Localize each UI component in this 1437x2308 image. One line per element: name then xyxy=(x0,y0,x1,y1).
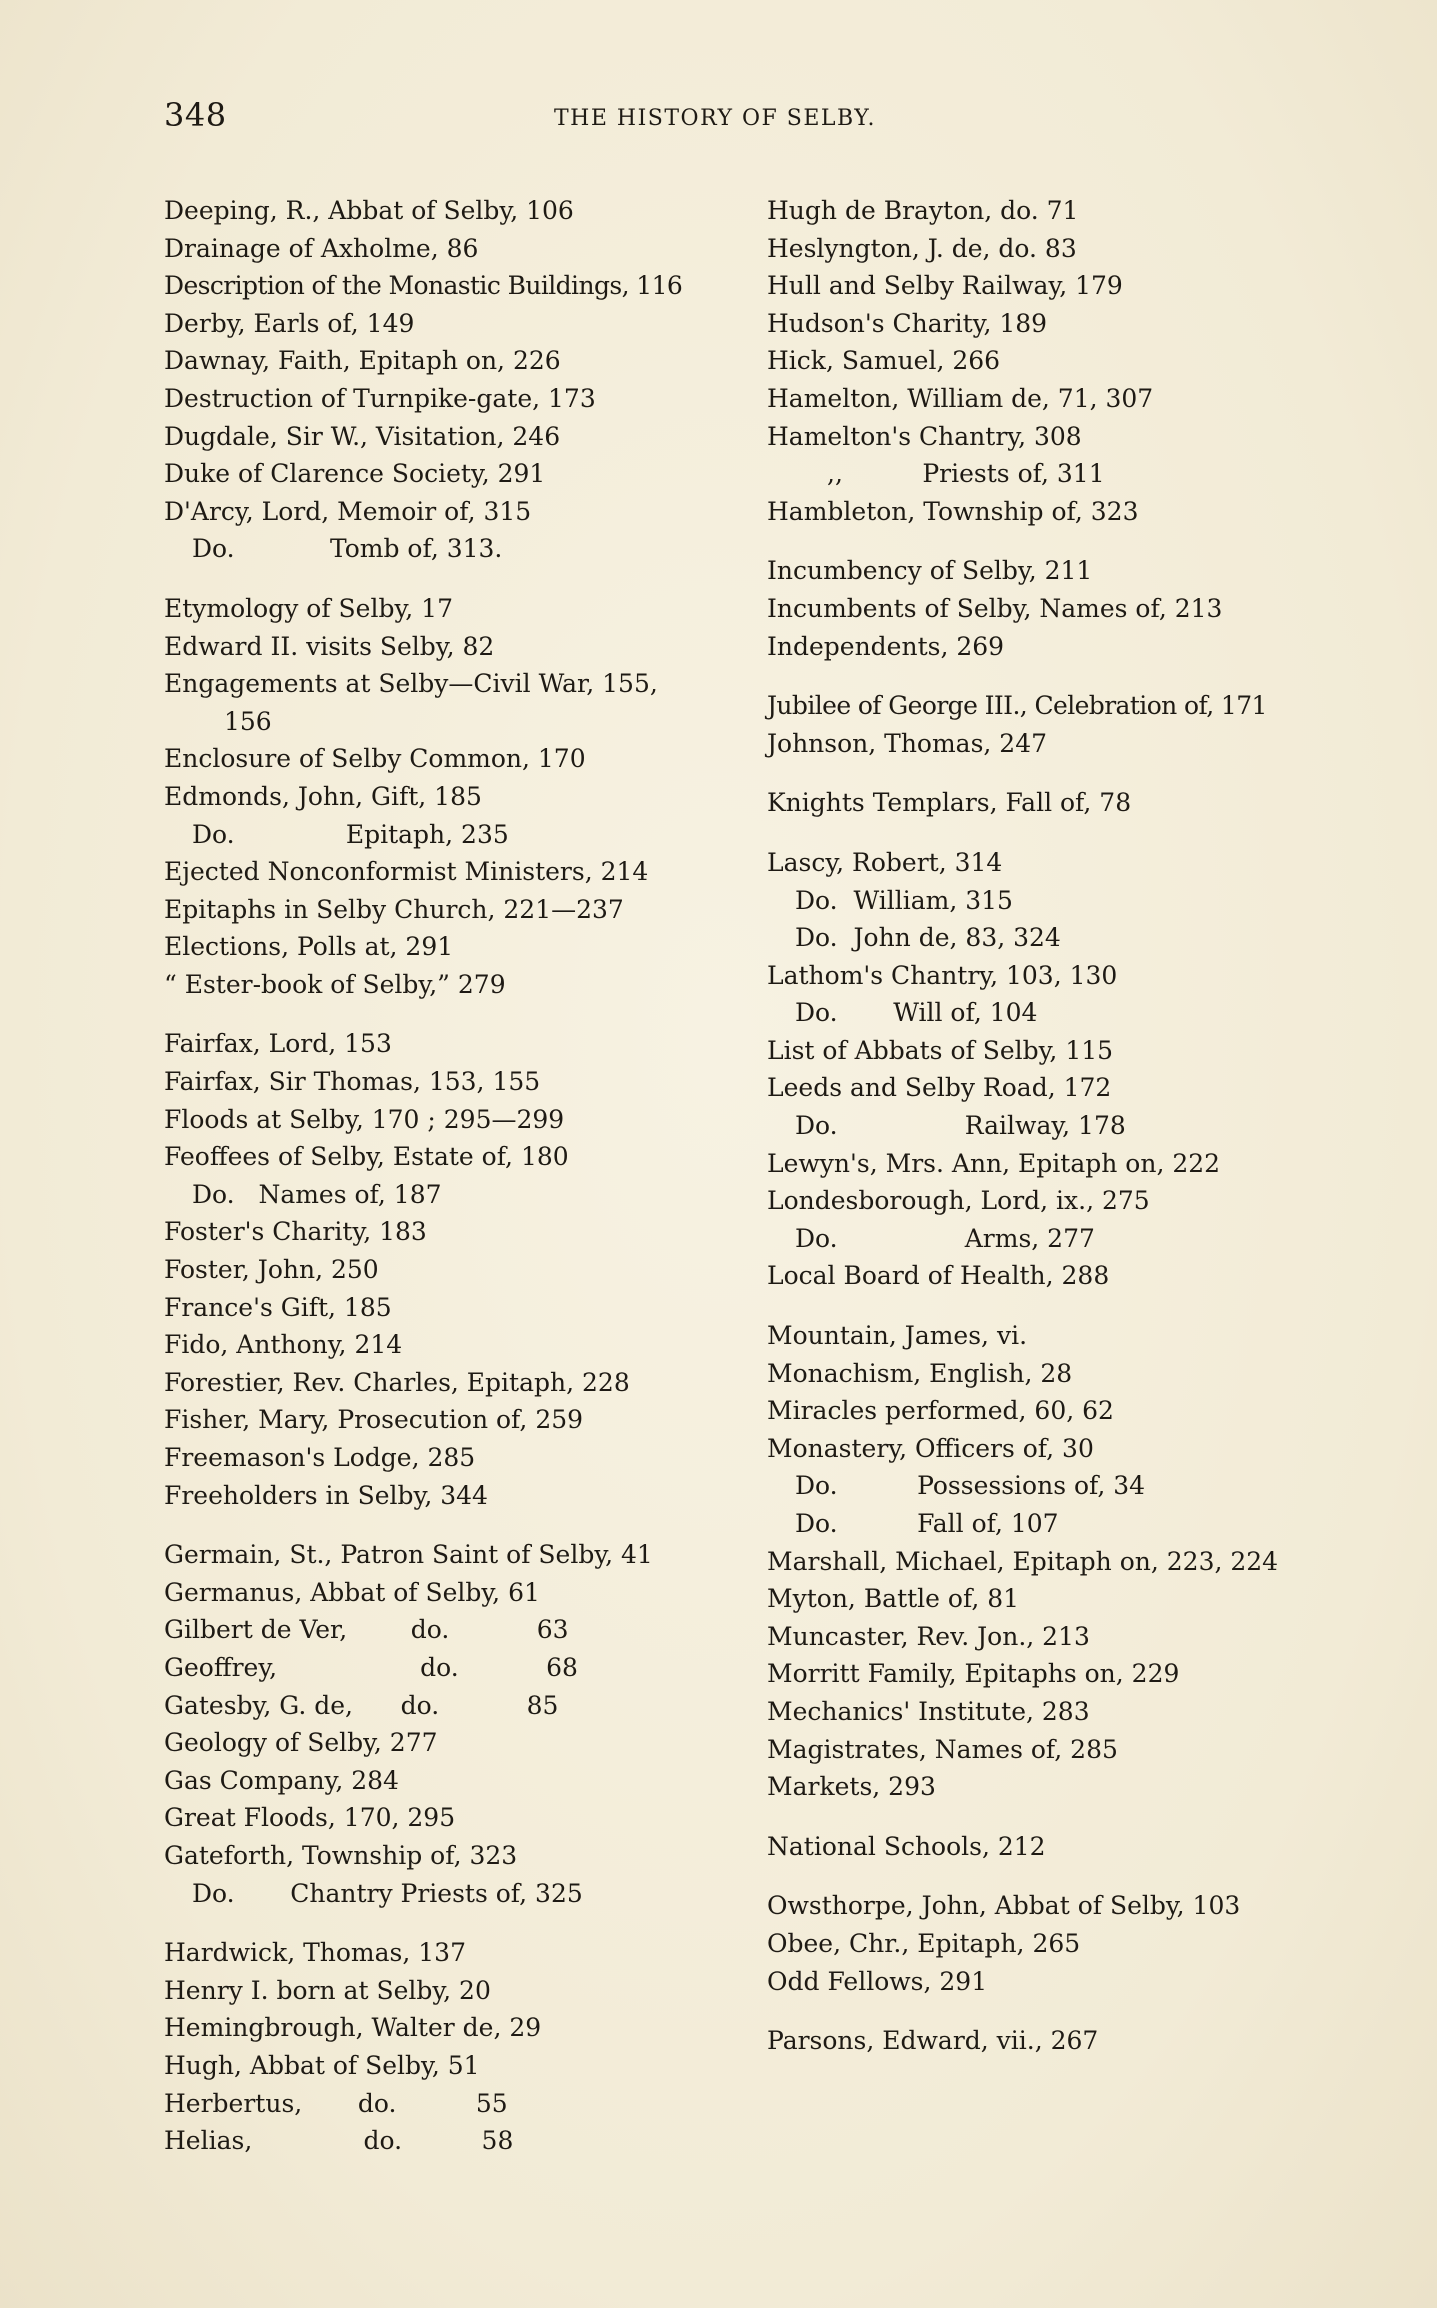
index-entry: Muncaster, Rev. Jon., 213 xyxy=(767,1621,1090,1651)
index-entry: Independents, 269 xyxy=(767,631,1005,661)
index-entry: Monastery, Officers of, 30 xyxy=(767,1433,1094,1463)
index-entry: Geology of Selby, 277 xyxy=(164,1728,438,1758)
index-entry: Monachism, English, 28 xyxy=(767,1358,1073,1388)
index-entry: Engagements at Selby—Civil War, 155, xyxy=(164,669,658,699)
index-entry: Dugdale, Sir W., Visitation, 246 xyxy=(164,421,561,451)
index-entry: Fisher, Mary, Prosecution of, 259 xyxy=(164,1405,584,1435)
index-entry: Mountain, James, vi. xyxy=(767,1321,1028,1351)
index-entry: Do. Railway, 178 xyxy=(795,1111,1126,1141)
index-entry: Markets, 293 xyxy=(767,1772,936,1802)
index-entry: Hugh, Abbat of Selby, 51 xyxy=(164,2050,480,2080)
index-entry: Enclosure of Selby Common, 170 xyxy=(164,744,586,774)
index-entry: ,, Priests of, 311 xyxy=(827,459,1105,489)
index-entry: Gatesby, G. de, do. 85 xyxy=(164,1690,559,1720)
index-entry: Do. Fall of, 107 xyxy=(795,1509,1059,1538)
index-entry: Incumbency of Selby, 211 xyxy=(767,556,1093,586)
index-entry: Foster, John, 250 xyxy=(164,1255,379,1285)
index-entry: Johnson, Thomas, 247 xyxy=(767,728,1048,758)
index-entry: Jubilee of George III., Celebration of, 171 xyxy=(767,691,1267,721)
index-entry: Epitaphs in Selby Church, 221—237 xyxy=(164,894,624,924)
index-entry: 156 xyxy=(224,706,272,736)
index-entry: Do. Tomb of, 313. xyxy=(192,534,503,564)
index-entry: Do. William, 315 xyxy=(795,885,1013,915)
index-entry: Parsons, Edward, vii., 267 xyxy=(767,2026,1099,2056)
index-entry: Hardwick, Thomas, 137 xyxy=(164,1938,466,1968)
index-entry: Do. Epitaph, 235 xyxy=(192,819,509,849)
index-entry: Great Floods, 170, 295 xyxy=(164,1803,456,1833)
index-entry: Myton, Battle of, 81 xyxy=(767,1584,1020,1614)
index-entry: Hull and Selby Railway, 179 xyxy=(767,271,1123,301)
index-entry: Geoffrey, do. 68 xyxy=(164,1652,578,1682)
index-entry: Herbertus, do. 55 xyxy=(164,2088,508,2118)
index-entry: Feoffees of Selby, Estate of, 180 xyxy=(164,1142,569,1172)
index-entry: Mechanics' Institute, 283 xyxy=(767,1696,1090,1726)
index-entry: Lathom's Chantry, 103, 130 xyxy=(767,960,1118,990)
index-entry: Miracles performed, 60, 62 xyxy=(767,1396,1114,1426)
index-entry: Lascy, Robert, 314 xyxy=(767,847,1003,877)
index-entry: Forestier, Rev. Charles, Epitaph, 228 xyxy=(164,1367,630,1397)
index-entry: Destruction of Turnpike-gate, 173 xyxy=(164,383,596,413)
index-entry: Gas Company, 284 xyxy=(164,1765,399,1795)
index-entry: Incumbents of Selby, Names of, 213 xyxy=(767,593,1223,623)
index-column-left xyxy=(164,192,734,2160)
index-entry: Magistrates, Names of, 285 xyxy=(767,1734,1118,1764)
index-entry: Knights Templars, Fall of, 78 xyxy=(767,788,1132,818)
index-entry: France's Gift, 185 xyxy=(164,1292,392,1322)
index-entry: Owsthorpe, John, Abbat of Selby, 103 xyxy=(767,1891,1241,1921)
index-entry: Deeping, R., Abbat of Selby, 106 xyxy=(164,196,574,225)
index-entry: Hemingbrough, Walter de, 29 xyxy=(164,2013,542,2043)
index-entry: Leeds and Selby Road, 172 xyxy=(767,1073,1112,1103)
page-number: 348 xyxy=(164,96,227,134)
index-entry: Hamelton's Chantry, 308 xyxy=(767,421,1082,451)
index-entry: Local Board of Health, 288 xyxy=(767,1261,1110,1291)
index-entry: Germain, St., Patron Saint of Selby, 41 xyxy=(164,1540,653,1570)
index-entry: List of Abbats of Selby, 115 xyxy=(767,1035,1114,1065)
index-entry: Heslyngton, J. de, do. 83 xyxy=(767,233,1077,263)
index-entry: Hugh de Brayton, do. 71 xyxy=(767,196,1079,225)
index-entry: Helias, do. 58 xyxy=(164,2126,514,2156)
index-entry: Lewyn's, Mrs. Ann, Epitaph on, 222 xyxy=(767,1148,1221,1178)
index-entry: Foster's Charity, 183 xyxy=(164,1217,427,1247)
index-entry: Hudson's Charity, 189 xyxy=(767,308,1048,338)
page-header xyxy=(164,96,1294,142)
running-title: THE HISTORY OF SELBY. xyxy=(554,106,876,131)
index-entry: Dawnay, Faith, Epitaph on, 226 xyxy=(164,346,561,376)
index-entry: Do. John de, 83, 324 xyxy=(795,923,1061,953)
index-entry: Londesborough, Lord, ix., 275 xyxy=(767,1186,1150,1216)
index-entry: Do. Will of, 104 xyxy=(795,998,1038,1028)
index-entry: Hambleton, Township of, 323 xyxy=(767,496,1139,526)
index-entry: Do. Possessions of, 34 xyxy=(795,1471,1146,1501)
index-entry: Hick, Samuel, 266 xyxy=(767,346,1001,376)
index-entry: Elections, Polls at, 291 xyxy=(164,932,454,962)
index-entry: Germanus, Abbat of Selby, 61 xyxy=(164,1577,540,1607)
index-entry: Drainage of Axholme, 86 xyxy=(164,233,479,263)
index-entry: Hamelton, William de, 71, 307 xyxy=(767,383,1154,413)
index-entry: Freeholders in Selby, 344 xyxy=(164,1480,488,1510)
index-entry: “ Ester-book of Selby,” 279 xyxy=(164,969,506,999)
index-entry: Odd Fellows, 291 xyxy=(767,1966,988,1996)
index-entry: Duke of Clarence Society, 291 xyxy=(164,459,546,489)
index-entry: Edmonds, John, Gift, 185 xyxy=(164,781,482,811)
index-entry: Fido, Anthony, 214 xyxy=(164,1330,403,1360)
index-entry: Gilbert de Ver, do. 63 xyxy=(164,1615,569,1645)
index-entry: Henry I. born at Selby, 20 xyxy=(164,1975,491,2005)
index-entry: Edward II. visits Selby, 82 xyxy=(164,631,495,661)
index-entry: Ejected Nonconformist Ministers, 214 xyxy=(164,857,649,887)
index-entry: Fairfax, Lord, 153 xyxy=(164,1029,392,1059)
index-entry: Do. Chantry Priests of, 325 xyxy=(192,1878,583,1908)
index-entry: D'Arcy, Lord, Memoir of, 315 xyxy=(164,496,532,526)
index-entry: Gateforth, Township of, 323 xyxy=(164,1840,518,1870)
index-entry: Fairfax, Sir Thomas, 153, 155 xyxy=(164,1067,541,1097)
index-entry: Derby, Earls of, 149 xyxy=(164,308,415,338)
index-entry: Morritt Family, Epitaphs on, 229 xyxy=(767,1659,1180,1689)
index-entry: Marshall, Michael, Epitaph on, 223, 224 xyxy=(767,1546,1279,1576)
index-entry: National Schools, 212 xyxy=(767,1831,1046,1861)
index-entry: Etymology of Selby, 17 xyxy=(164,593,453,623)
index-entry: Do. Arms, 277 xyxy=(795,1223,1095,1253)
index-entry: Do. Names of, 187 xyxy=(192,1179,442,1209)
index-column-right xyxy=(767,192,1337,2060)
index-entry: Freemason's Lodge, 285 xyxy=(164,1443,476,1472)
index-entry: Floods at Selby, 170 ; 295—299 xyxy=(164,1104,565,1134)
index-entry: Obee, Chr., Epitaph, 265 xyxy=(767,1928,1081,1958)
index-entry: Description of the Monastic Buildings, 116 xyxy=(164,271,683,301)
